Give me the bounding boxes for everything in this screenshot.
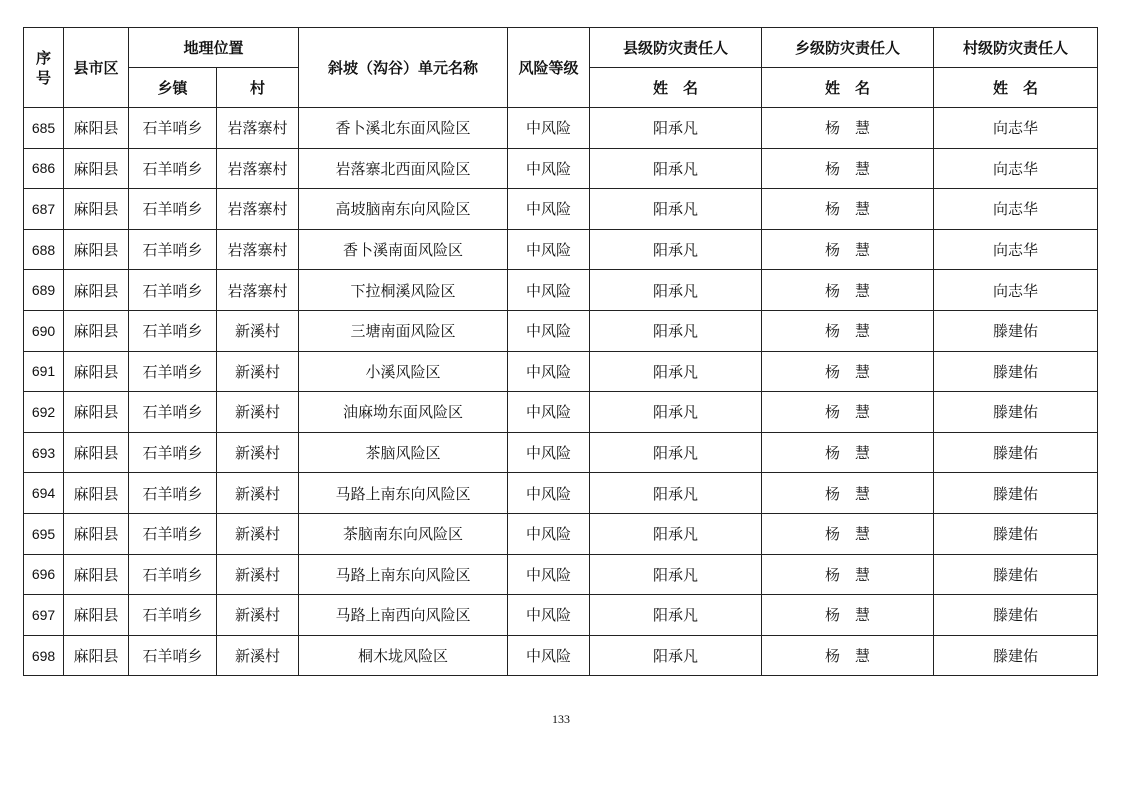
cell-county: 麻阳县 xyxy=(64,473,129,514)
header-town-responsible: 乡级防灾责任人 xyxy=(762,28,934,68)
cell-town-person: 杨 慧 xyxy=(762,310,934,351)
cell-risk-level: 中风险 xyxy=(508,432,590,473)
cell-unit: 高坡脑南东向风险区 xyxy=(299,189,508,230)
cell-no: 688 xyxy=(24,229,64,270)
header-village: 村 xyxy=(217,68,299,108)
cell-county-person: 阳承凡 xyxy=(590,473,762,514)
table-row xyxy=(24,310,1098,351)
header-village-name: 姓 名 xyxy=(934,68,1098,108)
cell-town: 石羊哨乡 xyxy=(129,189,217,230)
cell-town-person: 杨 慧 xyxy=(762,148,934,189)
cell-county: 麻阳县 xyxy=(64,432,129,473)
cell-unit: 香卜溪南面风险区 xyxy=(299,229,508,270)
cell-town-person: 杨 慧 xyxy=(762,432,934,473)
table-row xyxy=(24,351,1098,392)
header-location: 地理位置 xyxy=(129,28,299,68)
cell-village-person: 向志华 xyxy=(934,270,1098,311)
cell-unit: 茶脑风险区 xyxy=(299,432,508,473)
cell-village: 岩落寨村 xyxy=(217,189,299,230)
table-row xyxy=(24,473,1098,514)
cell-unit: 小溪风险区 xyxy=(299,351,508,392)
cell-village: 岩落寨村 xyxy=(217,270,299,311)
cell-village-person: 滕建佑 xyxy=(934,392,1098,433)
header-town-name: 姓 名 xyxy=(762,68,934,108)
cell-county-person: 阳承凡 xyxy=(590,513,762,554)
cell-county-person: 阳承凡 xyxy=(590,108,762,149)
cell-no: 689 xyxy=(24,270,64,311)
cell-risk-level: 中风险 xyxy=(508,108,590,149)
cell-county: 麻阳县 xyxy=(64,270,129,311)
cell-county: 麻阳县 xyxy=(64,513,129,554)
cell-village: 新溪村 xyxy=(217,554,299,595)
cell-village-person: 滕建佑 xyxy=(934,635,1098,676)
cell-town: 石羊哨乡 xyxy=(129,148,217,189)
cell-no: 685 xyxy=(24,108,64,149)
cell-risk-level: 中风险 xyxy=(508,635,590,676)
header-village-responsible: 村级防灾责任人 xyxy=(934,28,1098,68)
cell-no: 696 xyxy=(24,554,64,595)
cell-village-person: 滕建佑 xyxy=(934,432,1098,473)
cell-no: 697 xyxy=(24,595,64,636)
cell-county-person: 阳承凡 xyxy=(590,351,762,392)
header-no-text: 序号 xyxy=(36,48,52,87)
cell-town-person: 杨 慧 xyxy=(762,554,934,595)
cell-risk-level: 中风险 xyxy=(508,392,590,433)
cell-no: 686 xyxy=(24,148,64,189)
cell-county: 麻阳县 xyxy=(64,595,129,636)
table-row xyxy=(24,635,1098,676)
cell-village-person: 滕建佑 xyxy=(934,595,1098,636)
cell-county-person: 阳承凡 xyxy=(590,392,762,433)
cell-no: 694 xyxy=(24,473,64,514)
cell-county-person: 阳承凡 xyxy=(590,432,762,473)
cell-town-person: 杨 慧 xyxy=(762,229,934,270)
cell-town: 石羊哨乡 xyxy=(129,351,217,392)
cell-no: 698 xyxy=(24,635,64,676)
table-row xyxy=(24,595,1098,636)
cell-village: 新溪村 xyxy=(217,513,299,554)
table-row xyxy=(24,432,1098,473)
cell-town: 石羊哨乡 xyxy=(129,108,217,149)
cell-unit: 马路上南东向风险区 xyxy=(299,473,508,514)
cell-county: 麻阳县 xyxy=(64,392,129,433)
cell-village-person: 滕建佑 xyxy=(934,473,1098,514)
cell-village-person: 向志华 xyxy=(934,148,1098,189)
cell-risk-level: 中风险 xyxy=(508,148,590,189)
cell-unit: 下拉桐溪风险区 xyxy=(299,270,508,311)
cell-village-person: 向志华 xyxy=(934,108,1098,149)
cell-village: 岩落寨村 xyxy=(217,148,299,189)
table-header xyxy=(24,28,1098,108)
cell-unit: 油麻坳东面风险区 xyxy=(299,392,508,433)
cell-town-person: 杨 慧 xyxy=(762,108,934,149)
cell-unit: 香卜溪北东面风险区 xyxy=(299,108,508,149)
cell-no: 691 xyxy=(24,351,64,392)
cell-village-person: 向志华 xyxy=(934,229,1098,270)
table-row xyxy=(24,270,1098,311)
cell-risk-level: 中风险 xyxy=(508,270,590,311)
cell-county: 麻阳县 xyxy=(64,310,129,351)
cell-county: 麻阳县 xyxy=(64,635,129,676)
cell-town-person: 杨 慧 xyxy=(762,189,934,230)
cell-county-person: 阳承凡 xyxy=(590,270,762,311)
cell-no: 693 xyxy=(24,432,64,473)
cell-risk-level: 中风险 xyxy=(508,189,590,230)
cell-village: 新溪村 xyxy=(217,595,299,636)
header-county-responsible: 县级防灾责任人 xyxy=(590,28,762,68)
header-county-name: 姓 名 xyxy=(590,68,762,108)
cell-risk-level: 中风险 xyxy=(508,554,590,595)
cell-town-person: 杨 慧 xyxy=(762,473,934,514)
cell-county: 麻阳县 xyxy=(64,189,129,230)
cell-county: 麻阳县 xyxy=(64,108,129,149)
cell-no: 695 xyxy=(24,513,64,554)
cell-village-person: 滕建佑 xyxy=(934,310,1098,351)
cell-town: 石羊哨乡 xyxy=(129,392,217,433)
table-row xyxy=(24,554,1098,595)
cell-risk-level: 中风险 xyxy=(508,473,590,514)
table-body xyxy=(24,108,1098,676)
cell-county-person: 阳承凡 xyxy=(590,189,762,230)
table-row xyxy=(24,108,1098,149)
cell-county-person: 阳承凡 xyxy=(590,310,762,351)
cell-town: 石羊哨乡 xyxy=(129,310,217,351)
header-risk: 风险等级 xyxy=(508,28,590,108)
risk-table xyxy=(23,27,1098,676)
cell-village-person: 滕建佑 xyxy=(934,513,1098,554)
cell-risk-level: 中风险 xyxy=(508,513,590,554)
cell-town: 石羊哨乡 xyxy=(129,270,217,311)
cell-village: 新溪村 xyxy=(217,432,299,473)
cell-town-person: 杨 慧 xyxy=(762,635,934,676)
cell-town: 石羊哨乡 xyxy=(129,432,217,473)
cell-town: 石羊哨乡 xyxy=(129,513,217,554)
cell-town-person: 杨 慧 xyxy=(762,392,934,433)
cell-risk-level: 中风险 xyxy=(508,351,590,392)
cell-town-person: 杨 慧 xyxy=(762,351,934,392)
cell-village: 新溪村 xyxy=(217,473,299,514)
cell-town-person: 杨 慧 xyxy=(762,595,934,636)
cell-unit: 岩落寨北西面风险区 xyxy=(299,148,508,189)
cell-no: 687 xyxy=(24,189,64,230)
cell-county-person: 阳承凡 xyxy=(590,554,762,595)
cell-county: 麻阳县 xyxy=(64,229,129,270)
cell-town: 石羊哨乡 xyxy=(129,229,217,270)
cell-unit: 桐木垅风险区 xyxy=(299,635,508,676)
table-row xyxy=(24,392,1098,433)
table-row xyxy=(24,513,1098,554)
table-row xyxy=(24,229,1098,270)
cell-unit: 三塘南面风险区 xyxy=(299,310,508,351)
cell-town: 石羊哨乡 xyxy=(129,595,217,636)
cell-county: 麻阳县 xyxy=(64,351,129,392)
cell-town-person: 杨 慧 xyxy=(762,513,934,554)
header-town: 乡镇 xyxy=(129,68,217,108)
cell-town: 石羊哨乡 xyxy=(129,554,217,595)
cell-village: 岩落寨村 xyxy=(217,229,299,270)
header-county: 县市区 xyxy=(64,28,129,108)
cell-unit: 马路上南东向风险区 xyxy=(299,554,508,595)
cell-risk-level: 中风险 xyxy=(508,310,590,351)
cell-risk-level: 中风险 xyxy=(508,595,590,636)
cell-village-person: 滕建佑 xyxy=(934,554,1098,595)
cell-village-person: 滕建佑 xyxy=(934,351,1098,392)
table-row xyxy=(24,148,1098,189)
cell-county-person: 阳承凡 xyxy=(590,148,762,189)
cell-village: 新溪村 xyxy=(217,392,299,433)
cell-risk-level: 中风险 xyxy=(508,229,590,270)
cell-town: 石羊哨乡 xyxy=(129,635,217,676)
cell-town: 石羊哨乡 xyxy=(129,473,217,514)
cell-town-person: 杨 慧 xyxy=(762,270,934,311)
cell-county-person: 阳承凡 xyxy=(590,229,762,270)
cell-unit: 茶脑南东向风险区 xyxy=(299,513,508,554)
cell-unit: 马路上南西向风险区 xyxy=(299,595,508,636)
cell-county: 麻阳县 xyxy=(64,148,129,189)
cell-county: 麻阳县 xyxy=(64,554,129,595)
cell-village: 新溪村 xyxy=(217,635,299,676)
cell-no: 692 xyxy=(24,392,64,433)
page-number: 133 xyxy=(552,712,570,726)
cell-county-person: 阳承凡 xyxy=(590,635,762,676)
header-unit: 斜坡（沟谷）单元名称 xyxy=(299,28,508,108)
cell-county-person: 阳承凡 xyxy=(590,595,762,636)
cell-village: 岩落寨村 xyxy=(217,108,299,149)
cell-village: 新溪村 xyxy=(217,310,299,351)
table-row xyxy=(24,189,1098,230)
header-no xyxy=(24,28,64,108)
cell-no: 690 xyxy=(24,310,64,351)
cell-village: 新溪村 xyxy=(217,351,299,392)
cell-village-person: 向志华 xyxy=(934,189,1098,230)
